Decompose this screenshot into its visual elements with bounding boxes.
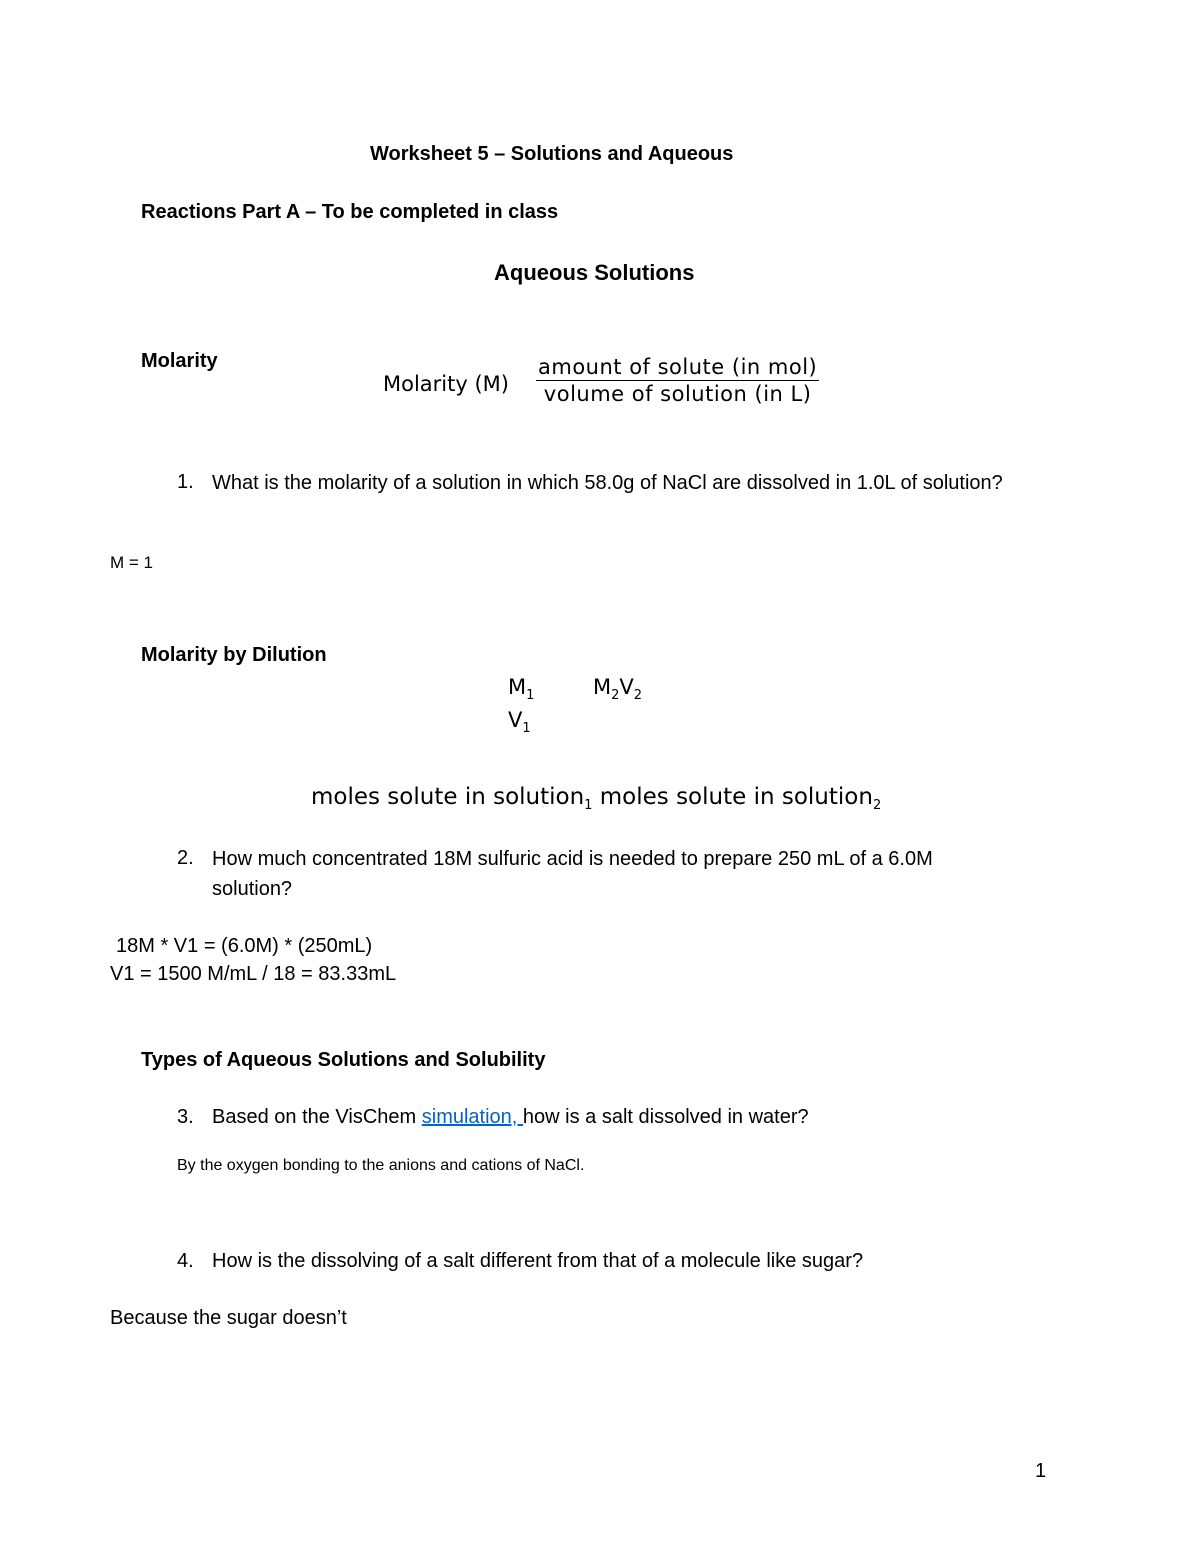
worksheet-title: Worksheet 5 – Solutions and Aqueous [370,143,734,165]
question-3-answer: By the oxygen bonding to the anions and cations of NaCl. [177,1157,585,1174]
question-3-text-after: how is a salt dissolved in water? [522,1106,809,1128]
section-heading: Aqueous Solutions [494,260,695,285]
v2-symbol: V [619,675,634,699]
question-3-text-before: Based on the VisChem [212,1106,422,1128]
m2-symbol: M [593,675,612,699]
molarity-fraction [536,355,819,406]
moles-right-subscript: 2 [872,798,882,813]
question-1-number: 1. [177,471,194,493]
page-number: 1 [1035,1460,1047,1482]
question-4-text: How is the dissolving of a salt different from that of a molecule like sugar? [212,1250,864,1272]
molarity-formula-lhs-text: Molarity (M) [383,372,509,396]
dilution-formula-right [593,675,642,703]
m1-symbol: M [508,675,527,699]
question-2-number: 2. [177,847,194,869]
dilution-formula-left [508,675,534,703]
question-2-answer-line-2: V1 = 1500 M/mL / 18 = 83.33mL [110,963,397,985]
moles-equation [311,784,881,813]
v1-symbol: V [508,708,523,732]
molarity-formula-lhs [383,372,509,396]
dilution-label: Molarity by Dilution [141,644,327,666]
molarity-label: Molarity [141,350,218,372]
question-1-text: What is the molarity of a solution in which 58.0g of NaCl are dissolved in 1.0L of solution? [212,472,1003,494]
question-3-text [212,1106,809,1129]
question-4-answer: Because the sugar doesn’t [110,1307,347,1329]
v2-subscript: 2 [633,688,643,703]
v1-subscript: 1 [522,721,531,736]
simulation-link[interactable]: simulation, [421,1106,523,1128]
moles-left-subscript: 1 [584,798,593,813]
m1-subscript: 1 [526,688,535,703]
moles-right: moles solute in solution [599,784,873,810]
m2-subscript: 2 [611,688,620,703]
question-1-answer: M = 1 [110,553,153,572]
moles-left: moles solute in solution [311,784,585,810]
question-3-number: 3. [177,1106,194,1128]
types-label: Types of Aqueous Solutions and Solubility [141,1049,546,1071]
molarity-denominator: volume of solution (in L) [543,382,812,406]
molarity-numerator: amount of solute (in mol) [538,355,818,379]
worksheet-subtitle: Reactions Part A – To be completed in class [141,201,559,223]
question-4-number: 4. [177,1250,194,1272]
dilution-formula-v1 [508,708,531,736]
question-2-answer-line-1: 18M * V1 = (6.0M) * (250mL) [116,935,373,957]
question-2-text: How much concentrated 18M sulfuric acid is needed to prepare 250 mL of a 6.0M solution? [212,848,933,900]
